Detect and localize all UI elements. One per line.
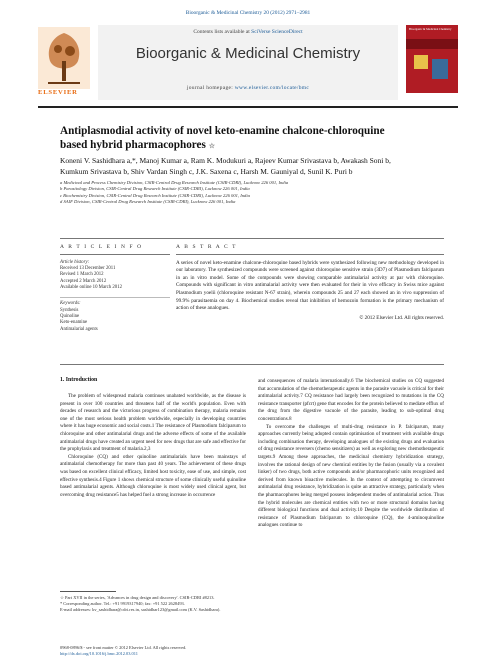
body-column-right (258, 378, 444, 530)
affiliation: d SAIF Division, CSIR-Central Drug Research Institute (CSIR-CDRI), Lucknow 226 001, India (60, 198, 236, 204)
journal-homepage (98, 85, 398, 91)
info-top-rule (60, 238, 444, 239)
authors-line-1: Koneni V. Sashidhara a,*, Manoj Kumar a, Ram K. Modukuri a, Rajeev Kumar Srivastava b, Awakash Soni b, (60, 156, 391, 165)
keywords-rule (60, 297, 170, 298)
body-paragraph: To overcome the challenges of multi-drug resistance in P. falciparum, many approaches currently being adopted contain optimisation of treatment with available drugs including combination therapy, developing analogues of the existing drugs and evaluation of drug resistance reversers (chemo sensitizers) as well as exploring new chemotherapeutic targets.9 Among these approaches, the medicinal chemistry hybridization strategy, involves the rational design of new chemical entities by the fusion (usually via a covalent linker) of two drugs, both active compounds and/or pharmacophoric units recognized and derived from known bioactive molecules. In the context of attempting to circumvent antimalarial drug resistance, hybridization is quite an attractive strategy, particularly when the pharmacophores being merged possess independent modes of antimalarial action. Thus the hybrid molecules are chemical entities with two or more structural domains having different biological functions and dual activity.10 Despite the worldwide distribution of resistance of Plasmodium falciparum to chloroquine (CQ), the 4-aminoquinoline analogues continue to (258, 423, 444, 529)
elsevier-tree-logo (38, 27, 90, 89)
article-info (60, 244, 170, 333)
cover-title: Bioorganic & Medicinal Chemistry (409, 27, 452, 31)
journal-title: Bioorganic & Medicinal Chemistry (135, 45, 361, 62)
journal-masthead (38, 25, 458, 103)
abstract-copyright: © 2012 Elsevier Ltd. All rights reserved. (359, 314, 444, 321)
article-title (60, 124, 440, 153)
affiliation: b Parasitology Division, CSIR-Central Drug Research Institute (CSIR-CDRI), Lucknow 226 001, India (60, 186, 250, 192)
title-footnote-mark[interactable]: ☆ (208, 142, 215, 150)
issn-line: 0968-0896/$ - see front matter © 2012 Elsevier Ltd. All rights reserved. (60, 645, 187, 650)
article-title-line-1: Antiplasmodial activity of novel keto-enamine chalcone-chloroquine (60, 125, 385, 137)
masthead-center (98, 25, 398, 100)
section-heading-introduction: 1. Introduction (60, 377, 98, 383)
article-title-line-2: based hybrid pharmacophores (60, 139, 206, 151)
affiliations (60, 180, 440, 205)
history-item: Revised 1 March 2012 (60, 272, 104, 278)
keyword: Quinoline (60, 314, 80, 320)
authors-line-2: Kumkum Srivastava b, Shiv Vardan Singh c, J.K. Saxena c, Harsh M. Gauniyal d, Sunil K. Puri b (60, 167, 353, 176)
abstract-bottom-rule (60, 364, 444, 365)
keywords-label: Keywords: (60, 301, 81, 307)
abstract (176, 244, 444, 321)
footnotes (60, 595, 246, 613)
footnote-rule (60, 591, 116, 592)
contents-line (98, 29, 398, 35)
journal-cover-image (406, 25, 458, 93)
abstract-heading: A B S T R A C T (176, 244, 238, 250)
affiliation: c Biochemistry Division, CSIR-Central Drug Research Institute (CSIR-CDRI), Lucknow 226 001, India (60, 192, 250, 198)
journal-citation: Bioorganic & Medicinal Chemistry 20 (2012) 2971–2981 (185, 10, 311, 16)
author-list (60, 155, 450, 177)
affiliation: a Medicinal and Process Chemistry Division, CSIR-Central Drug Research Institute (CSIR-CDRI), Lucknow 226 001, India (60, 180, 289, 185)
page-footer (60, 645, 310, 657)
article-info-rule (60, 254, 170, 255)
homepage-link[interactable]: www.elsevier.com/locate/bmc (234, 85, 310, 91)
homepage-prefix: journal homepage: (186, 85, 235, 91)
body-paragraph: Chloroquine (CQ) and other quinoline antimalarials have been mainstays of antimalarial chemotherapy for more than past 40 years. The achievement of these drugs was based on excellent clinical efficacy, limited host toxicity, ease of use, and simple, cost effective synthesis.4 Figure 1 shows chemical structure of some clinically useful quinoline based antimalarial agents. Although chloroquine is most widely used clinical agent, but overcoming drug resistance5 has helped fuel a strong increase in occurrence (60, 453, 246, 498)
abstract-rule (176, 254, 444, 255)
footnote: ☆ Part XVII in the series, 'Advances in drug design and discovery'. CSIR-CDRI #8213. (60, 595, 215, 600)
sciencedirect-link[interactable]: SciVerse ScienceDirect (251, 29, 303, 35)
body-paragraph: The problem of widespread malaria continues unabated worldwide, as the disease is present in over 100 countries and threatens half of the world's population. Even with decades of research and the victorious progress of combination therapy, malaria remains one of the most serious health problem worldwide, especially in developing countries where it has huge economic and social costs.1 The resistance of Plasmodium falciparum to chloroquine and other antimalarial drugs and the adverse effects of some of the available antimalarial drugs have created an urgent need for new drugs that are safe and effective for the prophylaxis and treatment of malaria.2,3 (60, 393, 246, 453)
history-item: Received 13 December 2011 (60, 266, 116, 271)
body-paragraph: and consequences of malaria internationally.6 The biochemical studies on CQ suggested that accumulation of the chemotherapeutic agents in the parasite vacuole is critical for their antimalarial activity.7 CQ resistance had largely been recognized to mutations in the CQ resistance transporter (pfcrt) gene that encodes for the protein believed to mediate efflux of the drug from the digestive vacuole of the parasite, leading to sub-optimal drug concentrations.8 (258, 378, 444, 422)
footnote: * Corresponding author. Tel.: +91 9919317940; fax: +91 522 2628493. (60, 601, 185, 606)
contents-prefix: Contents lists available at (193, 29, 252, 35)
history-label: Article history: (60, 259, 90, 265)
footnote: E-mail addresses: kv_sashidhara@cdri.res.in, sashidhar123@gmail.com (K.V. Sashidhara). (60, 607, 221, 612)
history-item: Available online 10 March 2012 (60, 285, 122, 291)
keyword: Antimalarial agents (60, 326, 98, 332)
header-rule (38, 106, 458, 108)
publisher-name: ELSEVIER (38, 89, 78, 96)
abstract-text: A series of novel keto-enamine chalcone-chloroquine based hybrids were synthesized following new methodology developed in our laboratory. The synthesized compounds were screened against chloroquine sensitive strain (3D7) of Plasmodium falciparum in an in vitro model. Some of the compounds were showing comparable antimalarial activity at par with chloroquine. Compounds with significant in vitro antimalarial activity were then evaluated for their in vivo efficacy in Swiss mice against Plasmodium yoelii (chloroquine resistant N-67 strain), wherein compounds 25 and 27 each showed an in vivo suppression of 99.9% parasitaemia on day 4. Biochemical studies reveal that inhibition of hemozoin formation is the primary mechanism of action of these analogues. (176, 259, 444, 312)
body-column-left (60, 393, 246, 499)
keyword: Keto-enamine (60, 320, 88, 326)
doi-link[interactable]: http://dx.doi.org/10.1016/j.bmc.2012.03.011 (60, 651, 138, 656)
keyword: Synthesis (60, 307, 79, 313)
article-info-heading: A R T I C L E I N F O (60, 244, 143, 250)
history-item: Accepted 2 March 2012 (60, 278, 107, 284)
